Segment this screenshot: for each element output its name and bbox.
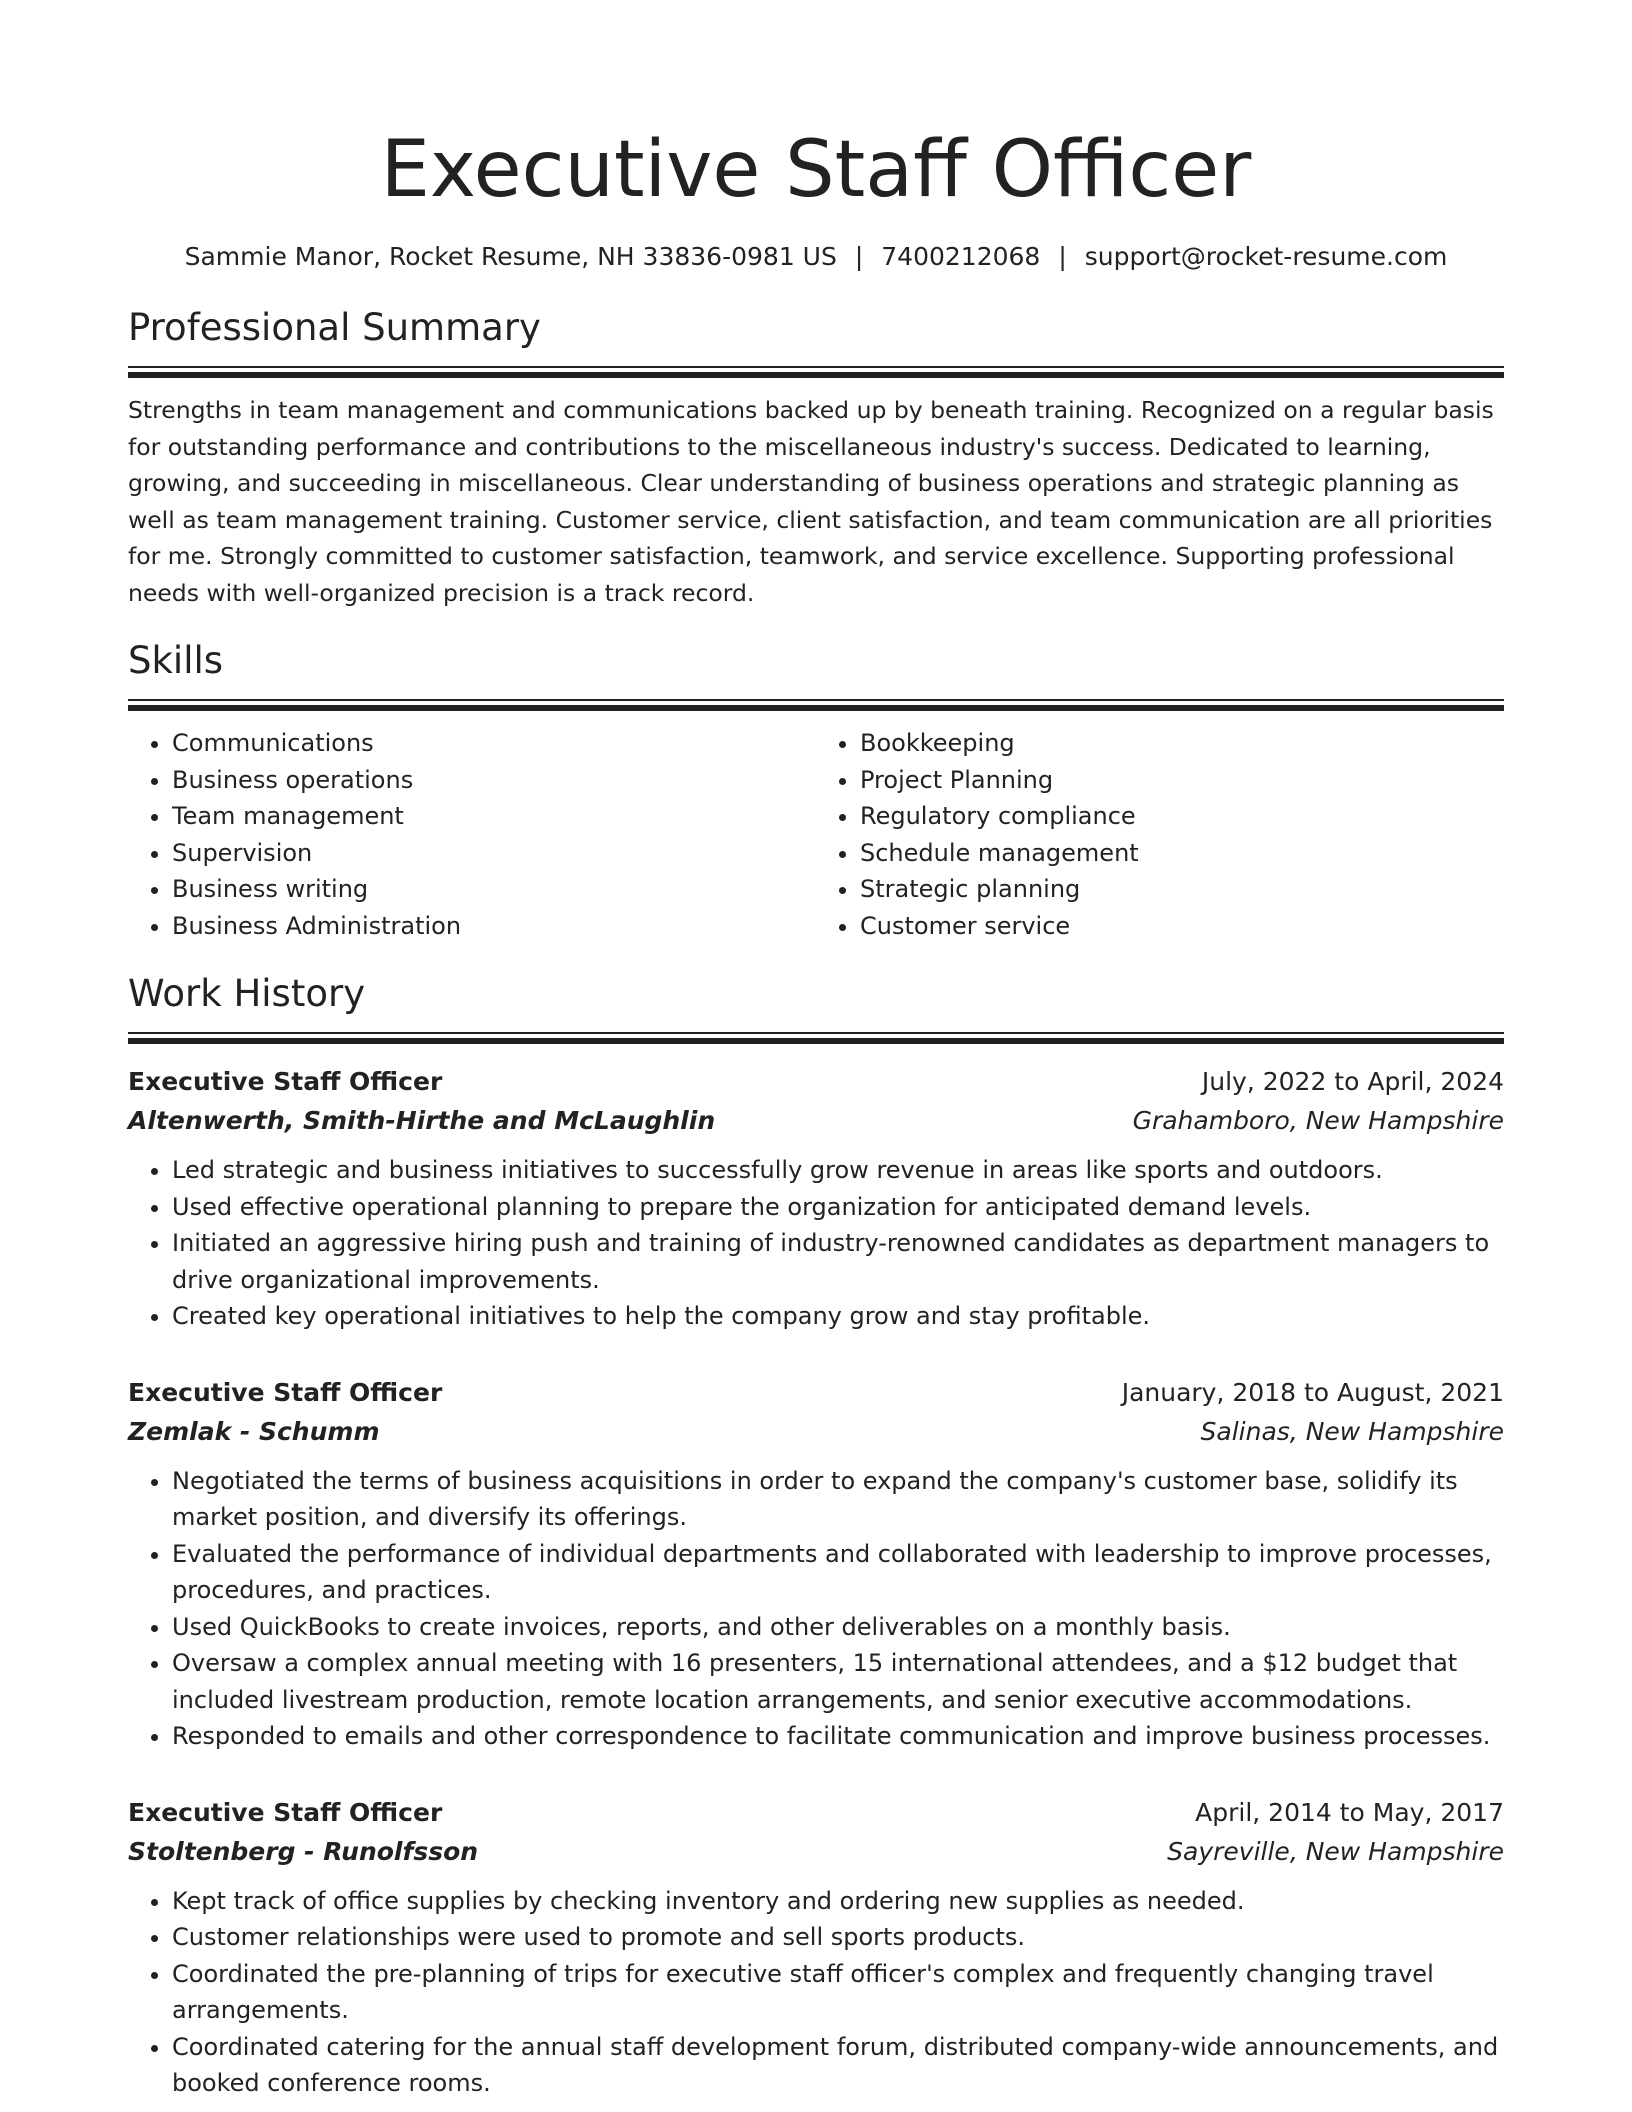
job-location: Sayreville, New Hampshire xyxy=(1167,1836,1504,1866)
job-company-row xyxy=(128,1101,1504,1140)
contact-address: Sammie Manor, Rocket Resume, NH 33836-0981 US xyxy=(184,242,837,271)
contact-phone: 7400212068 xyxy=(881,242,1041,271)
job-title: Executive Staff Officer xyxy=(128,1797,443,1827)
job-bullet: • Responded to emails and other correspondence to facilitate communication and improve business processes. xyxy=(172,1718,1504,1755)
skill-item: • Schedule management xyxy=(860,835,1504,872)
contact-separator: | xyxy=(854,242,864,271)
skill-item: • Team management xyxy=(172,798,816,835)
job-dates: April, 2014 to May, 2017 xyxy=(1195,1797,1504,1827)
section-title-skills: Skills xyxy=(128,639,224,682)
job-bullets xyxy=(128,1463,1504,1755)
job-bullet: • Used QuickBooks to create invoices, reports, and other deliverables on a monthly basis. xyxy=(172,1609,1504,1646)
job-header-row xyxy=(128,1793,1504,1832)
job-entry xyxy=(128,1062,1504,1335)
skill-item: • Strategic planning xyxy=(860,871,1504,908)
job-dates: July, 2022 to April, 2024 xyxy=(1201,1067,1504,1096)
job-company-row xyxy=(128,1412,1504,1451)
job-header-row xyxy=(128,1373,1504,1412)
skill-item: • Regulatory compliance xyxy=(860,798,1504,835)
job-location: Grahamboro, New Hampshire xyxy=(1132,1106,1504,1135)
job-bullet: • Coordinated catering for the annual staff development forum, distributed company-wide announcements, and booked conference rooms. xyxy=(172,2029,1504,2102)
resume-name: Executive Staff Officer xyxy=(380,125,1252,215)
job-company: Altenwerth, Smith-Hirthe and McLaughlin xyxy=(128,1106,716,1135)
skill-item: • Communications xyxy=(172,725,816,762)
job-title: Executive Staff Officer xyxy=(128,1377,443,1407)
section-title-work: Work History xyxy=(128,972,366,1015)
job-bullet: • Kept track of office supplies by checking inventory and ordering new supplies as needed. xyxy=(172,1883,1504,1920)
contact-separator: | xyxy=(1058,242,1067,271)
skills-section xyxy=(128,637,1504,944)
job-bullet: • Evaluated the performance of individual departments and collaborated with leadership to improve processes, procedures, and practices. xyxy=(172,1536,1504,1609)
job-bullets xyxy=(128,1883,1504,2102)
skill-item: • Business Administration xyxy=(172,908,816,945)
skills-columns xyxy=(128,725,1504,944)
skill-item: • Bookkeeping xyxy=(860,725,1504,762)
job-header-row xyxy=(128,1062,1504,1101)
job-company: Zemlak - Schumm xyxy=(128,1416,380,1446)
section-divider xyxy=(128,699,1504,711)
job-bullet: • Negotiated the terms of business acquisitions in order to expand the company's customer base, solidify its market position, and diversify its offerings. xyxy=(172,1463,1504,1536)
job-bullet: • Coordinated the pre-planning of trips for executive staff officer's complex and frequently changing travel arrangements. xyxy=(172,1956,1504,2029)
job-bullet: • Created key operational initiatives to help the company grow and stay profitable. xyxy=(172,1298,1504,1335)
job-company: Stoltenberg - Runolfsson xyxy=(128,1836,479,1866)
skills-list-left xyxy=(128,725,816,944)
job-bullet: • Led strategic and business initiatives to successfully grow revenue in areas like sports and outdoors. xyxy=(172,1152,1504,1189)
job-bullet: • Oversaw a complex annual meeting with 16 presenters, 15 international attendees, and a $12 budget that included livestream production, remote location arrangements, and senior executive accommodations. xyxy=(172,1645,1504,1718)
skill-item: • Project Planning xyxy=(860,762,1504,799)
summary-section xyxy=(128,304,1504,611)
job-entry xyxy=(128,1373,1504,1755)
skill-item: • Business operations xyxy=(172,762,816,799)
work-section xyxy=(128,970,1504,2102)
job-bullet: • Used effective operational planning to prepare the organization for anticipated demand levels. xyxy=(172,1189,1504,1226)
skill-item: • Supervision xyxy=(172,835,816,872)
job-bullets xyxy=(128,1152,1504,1335)
skills-list-right xyxy=(816,725,1504,944)
section-title-summary: Professional Summary xyxy=(128,306,541,349)
job-bullet: • Initiated an aggressive hiring push and training of industry-renowned candidates as department managers to drive organizational improvements. xyxy=(172,1225,1504,1298)
job-dates: January, 2018 to August, 2021 xyxy=(1121,1377,1504,1407)
contact-email: support@rocket-resume.com xyxy=(1084,242,1448,271)
section-divider xyxy=(128,366,1504,378)
section-divider xyxy=(128,1032,1504,1044)
contact-line xyxy=(128,240,1504,274)
job-location: Salinas, New Hampshire xyxy=(1200,1416,1504,1446)
job-entry xyxy=(128,1793,1504,2102)
job-company-row xyxy=(128,1832,1504,1871)
skill-item: • Customer service xyxy=(860,908,1504,945)
summary-text: Strengths in team management and communications backed up by beneath training. Recognized on a regular basis for outstanding performance and contributions to the miscellaneous industry's success. Dedicated to learning, growing, and succeeding in miscellaneous. Clear understanding of business operations and strategic planning as well as team management training. Customer service, client satisfaction, and team communication are all priorities for me. Strongly committed to customer satisfaction, teamwork, and service excellence. Supporting professional needs with well-organized precision is a track record. xyxy=(128,396,1494,607)
skill-item: • Business writing xyxy=(172,871,816,908)
job-title: Executive Staff Officer xyxy=(128,1067,443,1096)
job-bullet: • Customer relationships were used to promote and sell sports products. xyxy=(172,1919,1504,1956)
